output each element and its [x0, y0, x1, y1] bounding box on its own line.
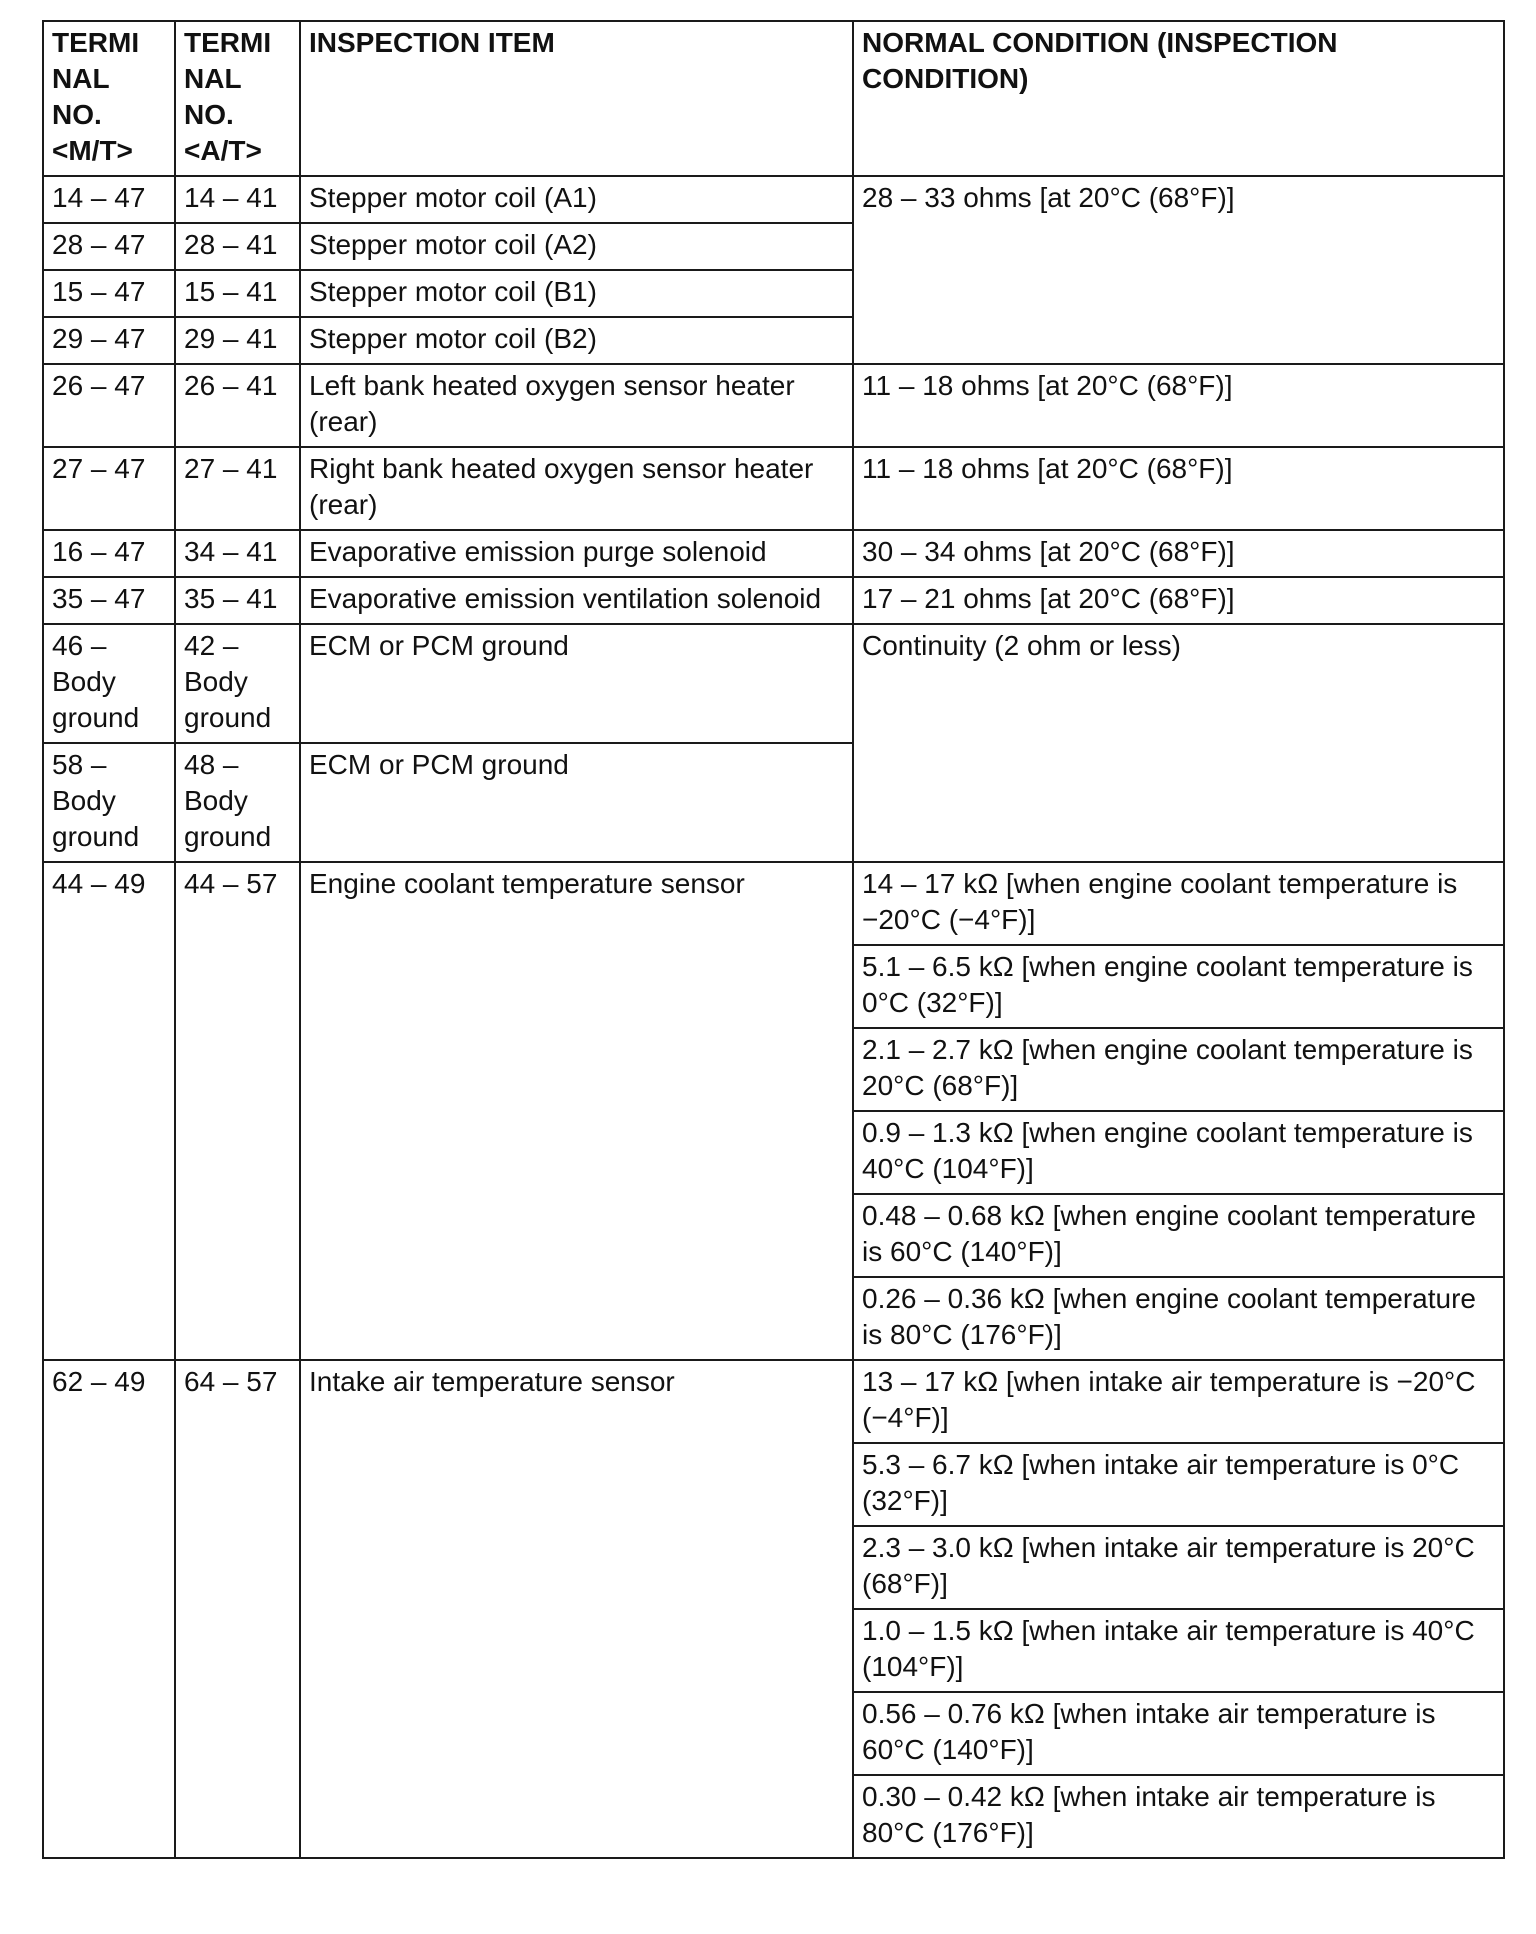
terminal-at-cell: 48 – Body ground — [175, 743, 300, 862]
condition-cell: 2.1 – 2.7 kΩ [when engine coolant temperature is 20°C (68°F)] — [853, 1028, 1504, 1111]
terminal-mt-cell: 46 – Body ground — [43, 624, 175, 743]
condition-cell: 0.30 – 0.42 kΩ [when intake air temperature is 80°C (176°F)] — [853, 1775, 1504, 1858]
terminal-at-cell: 42 – Body ground — [175, 624, 300, 743]
table-row — [43, 624, 1504, 743]
table-row — [43, 577, 1504, 624]
condition-cell: 30 – 34 ohms [at 20°C (68°F)] — [853, 530, 1504, 577]
terminal-mt-cell: 26 – 47 — [43, 364, 175, 447]
terminal-at-cell: 44 – 57 — [175, 862, 300, 1360]
table-row — [43, 447, 1504, 530]
table-row — [43, 862, 1504, 945]
terminal-at-cell: 29 – 41 — [175, 317, 300, 364]
header-row — [43, 21, 1504, 176]
inspection-table — [42, 20, 1505, 1859]
terminal-mt-cell: 14 – 47 — [43, 176, 175, 223]
condition-cell: 17 – 21 ohms [at 20°C (68°F)] — [853, 577, 1504, 624]
condition-cell: 5.3 – 6.7 kΩ [when intake air temperature is 0°C (32°F)] — [853, 1443, 1504, 1526]
terminal-mt-cell: 62 – 49 — [43, 1360, 175, 1858]
table-row — [43, 364, 1504, 447]
inspection-item-cell: Stepper motor coil (A2) — [300, 223, 853, 270]
terminal-at-cell: 35 – 41 — [175, 577, 300, 624]
condition-cell: 11 – 18 ohms [at 20°C (68°F)] — [853, 364, 1504, 447]
terminal-at-cell: 64 – 57 — [175, 1360, 300, 1858]
condition-cell: 11 – 18 ohms [at 20°C (68°F)] — [853, 447, 1504, 530]
inspection-item-cell: Left bank heated oxygen sensor heater (rear) — [300, 364, 853, 447]
inspection-item-cell: Right bank heated oxygen sensor heater (rear) — [300, 447, 853, 530]
terminal-mt-cell: 28 – 47 — [43, 223, 175, 270]
terminal-at-cell: 26 – 41 — [175, 364, 300, 447]
condition-cell: 0.9 – 1.3 kΩ [when engine coolant temperature is 40°C (104°F)] — [853, 1111, 1504, 1194]
condition-cell: 28 – 33 ohms [at 20°C (68°F)] — [853, 176, 1504, 364]
terminal-at-cell: 14 – 41 — [175, 176, 300, 223]
header-normal-condition: NORMAL CONDITION (INSPECTION CONDITION) — [853, 21, 1504, 176]
header-terminal-mt: TERMI NAL NO. <M/T> — [43, 21, 175, 176]
terminal-at-cell: 27 – 41 — [175, 447, 300, 530]
terminal-mt-cell: 44 – 49 — [43, 862, 175, 1360]
header-terminal-at: TERMI NAL NO. <A/T> — [175, 21, 300, 176]
inspection-item-cell: Intake air temperature sensor — [300, 1360, 853, 1858]
terminal-at-cell: 34 – 41 — [175, 530, 300, 577]
condition-cell: 1.0 – 1.5 kΩ [when intake air temperature is 40°C (104°F)] — [853, 1609, 1504, 1692]
condition-cell: 0.56 – 0.76 kΩ [when intake air temperature is 60°C (140°F)] — [853, 1692, 1504, 1775]
terminal-mt-cell: 27 – 47 — [43, 447, 175, 530]
condition-cell: 14 – 17 kΩ [when engine coolant temperature is −20°C (−4°F)] — [853, 862, 1504, 945]
terminal-at-cell: 28 – 41 — [175, 223, 300, 270]
terminal-mt-cell: 35 – 47 — [43, 577, 175, 624]
table-row — [43, 176, 1504, 223]
terminal-mt-cell: 29 – 47 — [43, 317, 175, 364]
header-inspection-item: INSPECTION ITEM — [300, 21, 853, 176]
condition-cell: Continuity (2 ohm or less) — [853, 624, 1504, 862]
condition-cell: 0.26 – 0.36 kΩ [when engine coolant temperature is 80°C (176°F)] — [853, 1277, 1504, 1360]
table-row — [43, 530, 1504, 577]
terminal-mt-cell: 16 – 47 — [43, 530, 175, 577]
inspection-item-cell: ECM or PCM ground — [300, 624, 853, 743]
inspection-item-cell: Stepper motor coil (A1) — [300, 176, 853, 223]
inspection-item-cell: Evaporative emission purge solenoid — [300, 530, 853, 577]
condition-cell: 13 – 17 kΩ [when intake air temperature is −20°C (−4°F)] — [853, 1360, 1504, 1443]
condition-cell: 5.1 – 6.5 kΩ [when engine coolant temperature is 0°C (32°F)] — [853, 945, 1504, 1028]
inspection-item-cell: Stepper motor coil (B1) — [300, 270, 853, 317]
inspection-item-cell: ECM or PCM ground — [300, 743, 853, 862]
inspection-item-cell: Stepper motor coil (B2) — [300, 317, 853, 364]
condition-cell: 0.48 – 0.68 kΩ [when engine coolant temperature is 60°C (140°F)] — [853, 1194, 1504, 1277]
condition-cell: 2.3 – 3.0 kΩ [when intake air temperature is 20°C (68°F)] — [853, 1526, 1504, 1609]
inspection-item-cell: Engine coolant temperature sensor — [300, 862, 853, 1360]
terminal-mt-cell: 15 – 47 — [43, 270, 175, 317]
terminal-at-cell: 15 – 41 — [175, 270, 300, 317]
table-row — [43, 1360, 1504, 1443]
terminal-mt-cell: 58 – Body ground — [43, 743, 175, 862]
inspection-item-cell: Evaporative emission ventilation solenoid — [300, 577, 853, 624]
